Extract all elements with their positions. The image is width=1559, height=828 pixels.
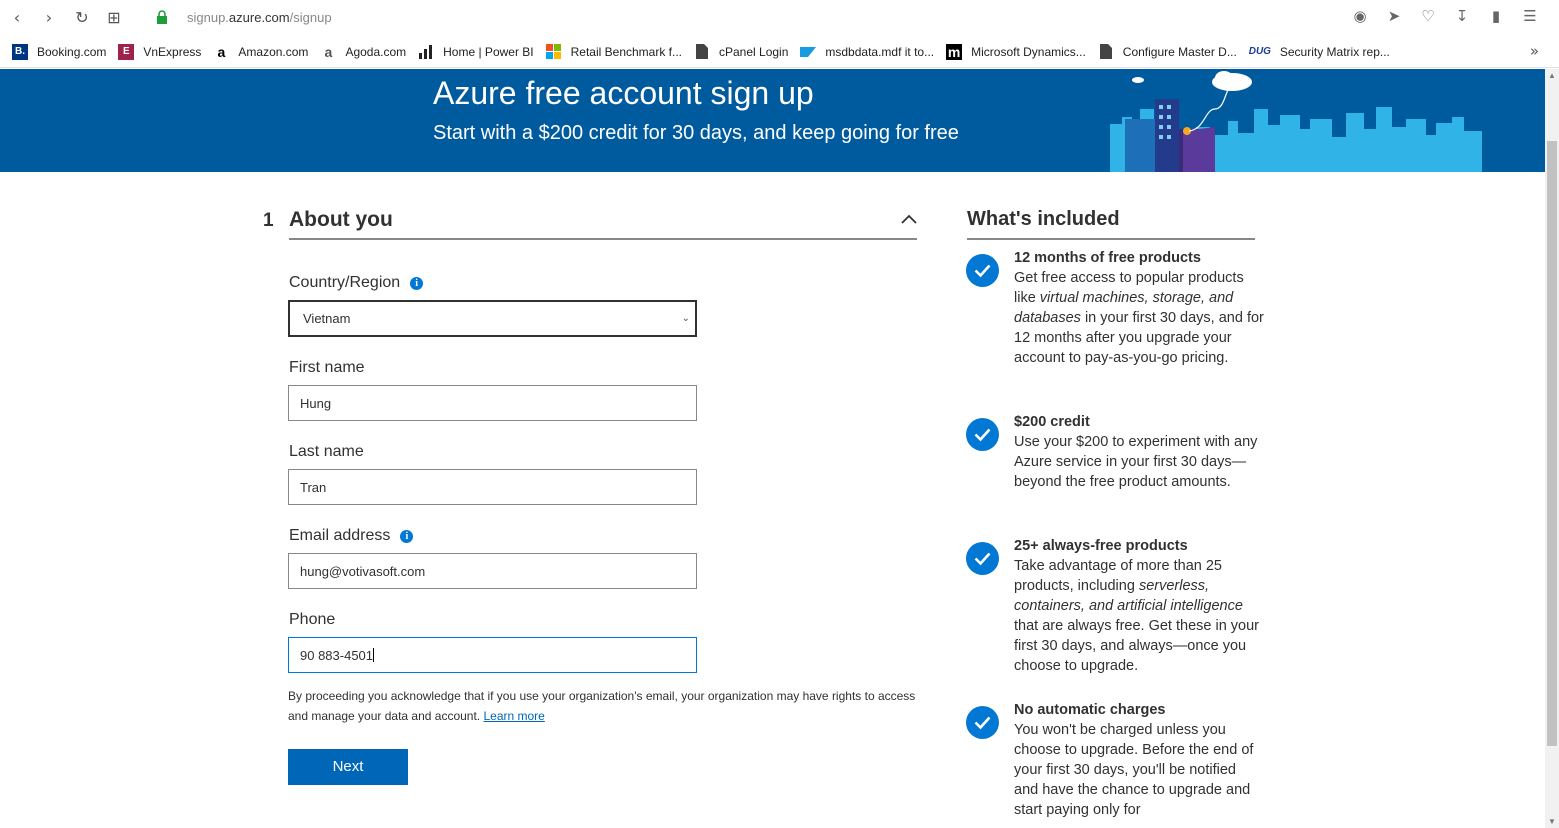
bookmark-item[interactable]	[320, 44, 406, 60]
page-content	[0, 69, 1545, 828]
bookmark-label: VnExpress	[143, 44, 202, 59]
step-title: About you	[289, 208, 393, 231]
back-icon[interactable]: ‹	[13, 8, 21, 27]
powerbi-icon	[418, 44, 434, 60]
page-subtitle: Start with a $200 credit for 30 days, and keep going for free	[433, 122, 959, 144]
first-name-input[interactable]: Hung	[288, 385, 697, 421]
next-button[interactable]: Next	[288, 749, 408, 785]
send-icon[interactable]: ➤	[1387, 7, 1401, 25]
included-item-text: 25+ always-free products Take advantage of more than 25 products, including serverless, containers, and artificial intelligence that are always free. Get these in your first 30 days, and always—once you choose to upgrade.	[1014, 536, 1264, 676]
checkmark-icon	[966, 254, 999, 287]
vnexpress-icon: E	[118, 44, 134, 60]
bookmark-label: Retail Benchmark f...	[570, 44, 682, 59]
checkmark-icon	[966, 418, 999, 451]
scrollbar-thumb[interactable]	[1547, 141, 1557, 746]
step-divider	[289, 238, 917, 240]
bookmark-label: Booking.com	[37, 44, 107, 59]
bookmark-item[interactable]	[694, 44, 788, 60]
hero-banner	[0, 69, 1545, 172]
heart-icon[interactable]: ♡	[1421, 7, 1435, 25]
bookmark-label: Home | Power BI	[443, 44, 534, 59]
included-item-heading: No automatic charges	[1014, 702, 1166, 718]
bookmark-label: Amazon.com	[238, 44, 309, 59]
included-title: What's included	[967, 208, 1120, 230]
menu-icon[interactable]: ☰	[1523, 7, 1537, 25]
document-icon	[694, 44, 710, 60]
learn-more-link[interactable]: Learn more	[483, 709, 545, 723]
first-name-label: First name	[289, 359, 365, 376]
bookmark-label: Security Matrix rep...	[1279, 44, 1390, 59]
included-item-text: 12 months of free products Get free access to popular products like virtual machines, storage, and databases in your first 30 days, and for 12 months after you upgrade your account to pay-as-you-go pricing.	[1014, 250, 1264, 366]
bookmark-label: Microsoft Dynamics...	[971, 44, 1086, 59]
bookmark-item[interactable]	[546, 44, 682, 60]
bookmark-label: Configure Master D...	[1122, 44, 1237, 59]
phone-input[interactable]: 90 883-4501	[288, 637, 697, 673]
chevron-down-icon: ⌄	[681, 313, 690, 324]
address-bar[interactable]: signup.azure.com/signup	[187, 10, 332, 25]
last-name-label: Last name	[289, 443, 364, 460]
download-icon[interactable]: ↧	[1455, 7, 1469, 25]
camera-icon[interactable]: ◉	[1353, 7, 1367, 25]
included-item-heading: 12 months of free products	[1014, 250, 1201, 266]
browser-toolbar	[0, 0, 1559, 36]
amazon-icon: a	[217, 43, 226, 60]
dug-icon: DUG	[1248, 46, 1271, 57]
included-item-text: No automatic charges You won't be charged unless you choose to upgrade. Before the end of your first 30 days, you'll be notified and have the chance to upgrade and start paying only for	[1014, 700, 1264, 820]
included-divider	[967, 238, 1255, 240]
battery-icon[interactable]: ▮	[1491, 7, 1501, 25]
bookmark-label: Agoda.com	[345, 44, 407, 59]
m-icon: m	[947, 43, 961, 60]
bookmark-item[interactable]	[213, 44, 308, 60]
country-select[interactable]: Vietnam ⌄	[288, 300, 697, 337]
bookmark-label: cPanel Login	[719, 44, 789, 59]
forward-icon[interactable]: ›	[45, 8, 53, 27]
tabs-grid-icon[interactable]: ⊞	[107, 8, 121, 27]
bookmark-item[interactable]	[118, 44, 201, 60]
bookmark-item[interactable]	[418, 44, 533, 60]
lock-icon	[156, 10, 168, 24]
document-icon	[1098, 44, 1114, 60]
included-item-heading: $200 credit	[1014, 414, 1090, 430]
reload-icon[interactable]: ↻	[75, 8, 89, 27]
page-title: Azure free account sign up	[433, 75, 814, 111]
bookmarks-bar	[0, 36, 1559, 68]
email-input[interactable]: hung@votivasoft.com	[288, 553, 697, 589]
email-label: Email address i	[289, 527, 413, 545]
bookmark-item[interactable]	[1098, 44, 1237, 60]
checkmark-icon	[966, 542, 999, 575]
city-skyline-illustration	[1105, 69, 1545, 172]
agoda-icon: a	[324, 43, 333, 60]
bookmark-item[interactable]	[946, 44, 1086, 60]
microsoft-icon	[546, 44, 562, 60]
sap-icon	[800, 44, 816, 60]
step-number: 1	[263, 210, 274, 231]
chevron-up-icon[interactable]	[900, 212, 918, 226]
included-item-heading: 25+ always-free products	[1014, 538, 1188, 554]
country-label: Country/Region i	[289, 274, 423, 292]
phone-label: Phone	[289, 611, 336, 628]
info-icon[interactable]: i	[410, 277, 423, 290]
info-icon[interactable]: i	[400, 530, 413, 543]
booking-icon: B.	[12, 44, 28, 60]
bookmarks-more-icon[interactable]: »	[1529, 42, 1539, 60]
page-scrollbar[interactable]: ▲ ▼	[1545, 69, 1559, 828]
bookmark-item[interactable]	[12, 44, 106, 60]
included-item-text: $200 credit Use your $200 to experiment with any Azure service in your first 30 days—beyond the free product amounts.	[1014, 412, 1264, 492]
bookmark-item[interactable]	[800, 44, 934, 60]
last-name-input[interactable]: Tran	[288, 469, 697, 505]
bookmark-label: msdbdata.mdf it to...	[825, 44, 935, 59]
disclaimer-text: By proceeding you acknowledge that if you use your organization's email, your organization may have rights to access and manage your data and account. Learn more	[288, 689, 916, 723]
checkmark-icon	[966, 706, 999, 739]
bookmark-item[interactable]	[1249, 44, 1390, 60]
